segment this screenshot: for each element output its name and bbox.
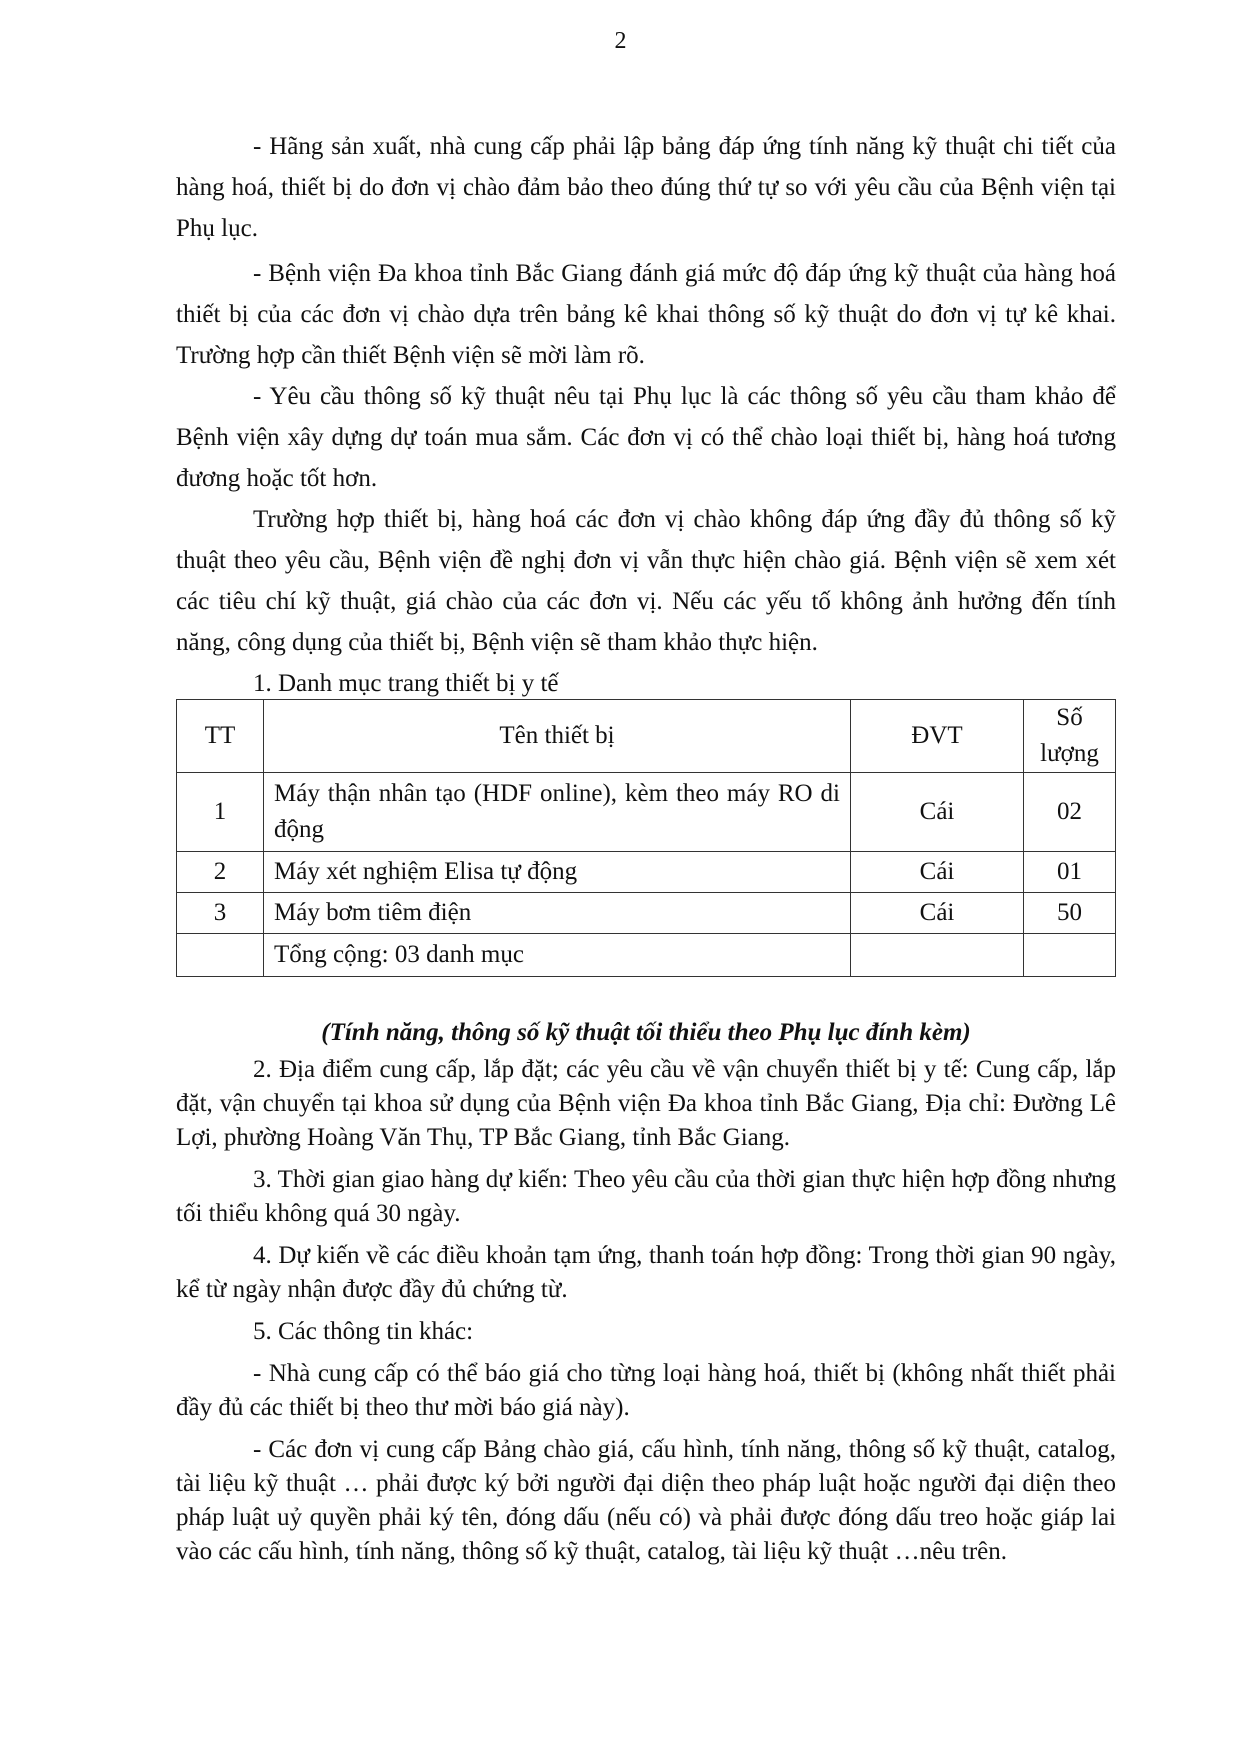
document-body	[176, 126, 1116, 1569]
cell-name: Máy bơm tiêm điện	[264, 893, 851, 934]
cell-unit: Cái	[851, 773, 1024, 852]
page-number: 2	[614, 28, 627, 54]
section-title: 1. Danh mục trang thiết bị y tế	[253, 670, 559, 697]
paragraph: 2. Địa điểm cung cấp, lắp đặt; các yêu cầu về vận chuyển thiết bị y tế: Cung cấp, lắp đặt, vận chuyển tại khoa sử dụng của Bệnh viện Đa khoa tỉnh Bắc Giang, Địa chỉ: Đường Lê Lợi, phường Hoàng Văn Thụ, TP Bắc Giang, tỉnh Bắc Giang.	[176, 1056, 1116, 1151]
cell-qty	[1024, 934, 1116, 977]
cell-tt	[177, 934, 264, 977]
cell-unit: Cái	[851, 893, 1024, 934]
paragraph: 3. Thời gian giao hàng dự kiến: Theo yêu cầu của thời gian thực hiện hợp đồng nhưng tối thiểu không quá 30 ngày.	[176, 1166, 1116, 1227]
paragraph: - Nhà cung cấp có thể báo giá cho từng loại hàng hoá, thiết bị (không nhất thiết phải đầy đủ các thiết bị theo thư mời báo giá này).	[176, 1360, 1116, 1421]
table-row	[177, 773, 1116, 852]
paragraph: 5. Các thông tin khác:	[253, 1318, 474, 1345]
cell-qty: 01	[1024, 852, 1116, 893]
cell-tt: 1	[177, 773, 264, 852]
header-cell: ĐVT	[851, 700, 1024, 773]
paragraph: - Các đơn vị cung cấp Bảng chào giá, cấu hình, tính năng, thông số kỹ thuật, catalog, tài liệu kỹ thuật … phải được ký bởi người đại diện theo pháp luật hoặc người đại diện theo pháp luật uỷ quyền phải ký tên, đóng dấu (nếu có) và phải được đóng dấu treo hoặc giáp lai vào các cấu hình, tính năng, thông số kỹ thuật, catalog, tài liệu kỹ thuật …nêu trên.	[176, 1436, 1116, 1565]
cell-name: Máy thận nhân tạo (HDF online), kèm theo máy RO di động	[264, 773, 851, 852]
equipment-table	[176, 699, 1116, 977]
cell-tt: 2	[177, 852, 264, 893]
cell-unit	[851, 934, 1024, 977]
cell-unit: Cái	[851, 852, 1024, 893]
table-row	[177, 893, 1116, 934]
table-header-row	[177, 700, 1116, 773]
paragraph: 4. Dự kiến về các điều khoản tạm ứng, thanh toán hợp đồng: Trong thời gian 90 ngày, kể từ ngày nhận được đầy đủ chứng từ.	[176, 1242, 1116, 1303]
cell-tt: 3	[177, 893, 264, 934]
header-cell: TT	[177, 700, 264, 773]
header-cell: Tên thiết bị	[264, 700, 851, 773]
paragraph: - Hãng sản xuất, nhà cung cấp phải lập bảng đáp ứng tính năng kỹ thuật chi tiết của hàng hoá, thiết bị do đơn vị chào đảm bảo theo đúng thứ tự so với yêu cầu của Bệnh viện tại Phụ lục.	[176, 133, 1116, 242]
table-row	[177, 852, 1116, 893]
cell-qty: 02	[1024, 773, 1116, 852]
paragraph: - Bệnh viện Đa khoa tỉnh Bắc Giang đánh giá mức độ đáp ứng kỹ thuật của hàng hoá thiết bị của các đơn vị chào dựa trên bảng kê khai thông số kỹ thuật do đơn vị tự kê khai. Trường hợp cần thiết Bệnh viện sẽ mời làm rõ.	[176, 260, 1116, 369]
cell-qty: 50	[1024, 893, 1116, 934]
table-total-row	[177, 934, 1116, 977]
cell-total-label: Tổng cộng: 03 danh mục	[264, 934, 851, 977]
appendix-note: (Tính năng, thông số kỹ thuật tối thiểu theo Phụ lục đính kèm)	[321, 1019, 971, 1046]
paragraph: - Yêu cầu thông số kỹ thuật nêu tại Phụ lục là các thông số yêu cầu tham khảo để Bệnh viện xây dựng dự toán mua sắm. Các đơn vị có thể chào loại thiết bị, hàng hoá tương đương hoặc tốt hơn.	[176, 383, 1116, 492]
cell-name: Máy xét nghiệm Elisa tự động	[264, 852, 851, 893]
header-cell: Số lượng	[1024, 700, 1116, 773]
paragraph: Trường hợp thiết bị, hàng hoá các đơn vị chào không đáp ứng đầy đủ thông số kỹ thuật theo yêu cầu, Bệnh viện đề nghị đơn vị vẫn thực hiện chào giá. Bệnh viện sẽ xem xét các tiêu chí kỹ thuật, giá chào của các đơn vị. Nếu các yếu tố không ảnh hưởng đến tính năng, công dụng của thiết bị, Bệnh viện sẽ tham khảo thực hiện.	[176, 506, 1116, 656]
